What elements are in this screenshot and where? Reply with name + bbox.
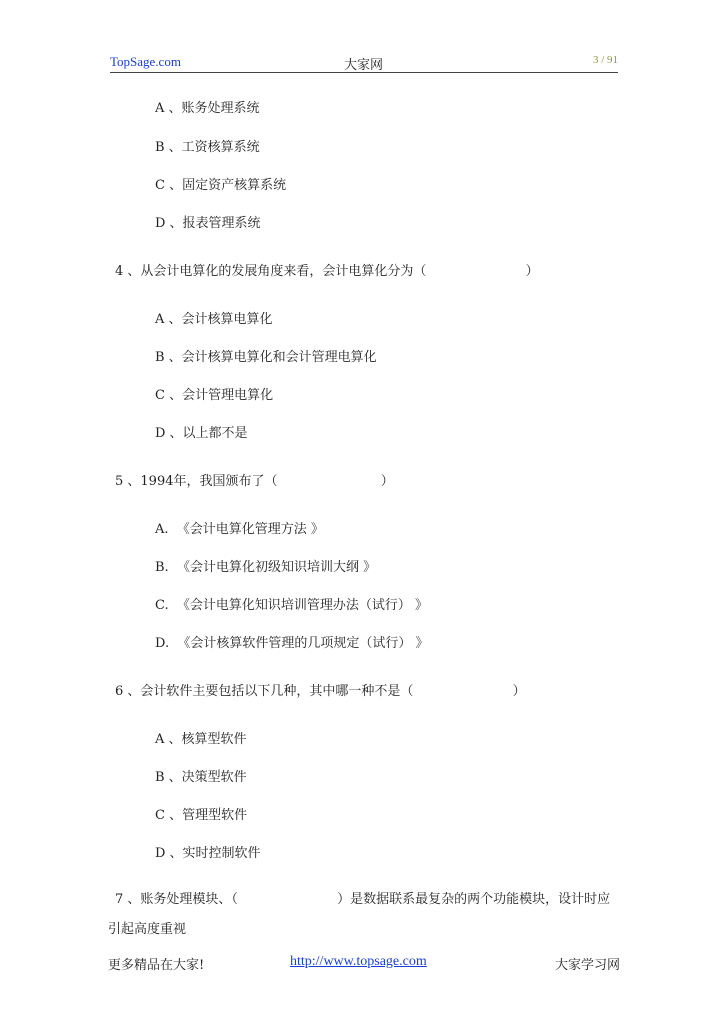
q3-option-d: D 、报表管理系统 bbox=[155, 216, 261, 231]
q4-option-a: A 、会计核算电算化 bbox=[155, 312, 273, 327]
q5-option-d: D. 《会计核算软件管理的几项规定（试行） 》 bbox=[155, 636, 429, 651]
question-4: 4 、从会计电算化的发展角度来看，会计电算化分为（ ） bbox=[115, 264, 539, 279]
q6-option-a: A 、核算型软件 bbox=[155, 732, 247, 747]
q3-option-b: B 、工资核算系统 bbox=[155, 140, 260, 155]
question-5: 5 、1994年，我国颁布了（ ） bbox=[115, 474, 394, 489]
header-page-number: 3 / 91 bbox=[592, 54, 618, 66]
question-7: 7 、账务处理模块、（ ）是数据联系最复杂的两个功能模块，设计时应 bbox=[115, 892, 611, 907]
q4-option-c: C 、会计管理电算化 bbox=[155, 388, 274, 403]
header-center-title: 大家网 bbox=[344, 58, 384, 73]
q3-option-c: C 、固定资产核算系统 bbox=[155, 178, 287, 193]
footer-left-text: 更多精品在大家! bbox=[108, 958, 205, 973]
page-footer bbox=[108, 954, 620, 974]
q5-option-a: A. 《会计电算化管理方法 》 bbox=[155, 522, 324, 537]
q6-option-c: C 、管理型软件 bbox=[155, 808, 248, 823]
q6-option-b: B 、决策型软件 bbox=[155, 770, 247, 785]
q5-option-c: C. 《会计电算化知识培训管理办法（试行） 》 bbox=[155, 598, 429, 613]
q5-option-b: B. 《会计电算化初级知识培训大纲 》 bbox=[155, 560, 377, 575]
question-7-continued: 引起高度重视 bbox=[108, 922, 187, 937]
header-site-name: TopSage.com bbox=[110, 54, 181, 69]
question-6: 6 、会计软件主要包括以下几种，其中哪一种不是（ ） bbox=[115, 684, 526, 699]
footer-link[interactable]: http://www.topsage.com bbox=[290, 954, 427, 969]
footer-right-text: 大家学习网 bbox=[554, 958, 620, 973]
page-header bbox=[110, 52, 618, 73]
q3-option-a: A 、账务处理系统 bbox=[155, 101, 260, 116]
q6-option-d: D 、实时控制软件 bbox=[155, 846, 261, 861]
q4-option-b: B 、会计核算电算化和会计管理电算化 bbox=[155, 350, 377, 365]
q4-option-d: D 、以上都不是 bbox=[155, 426, 248, 441]
